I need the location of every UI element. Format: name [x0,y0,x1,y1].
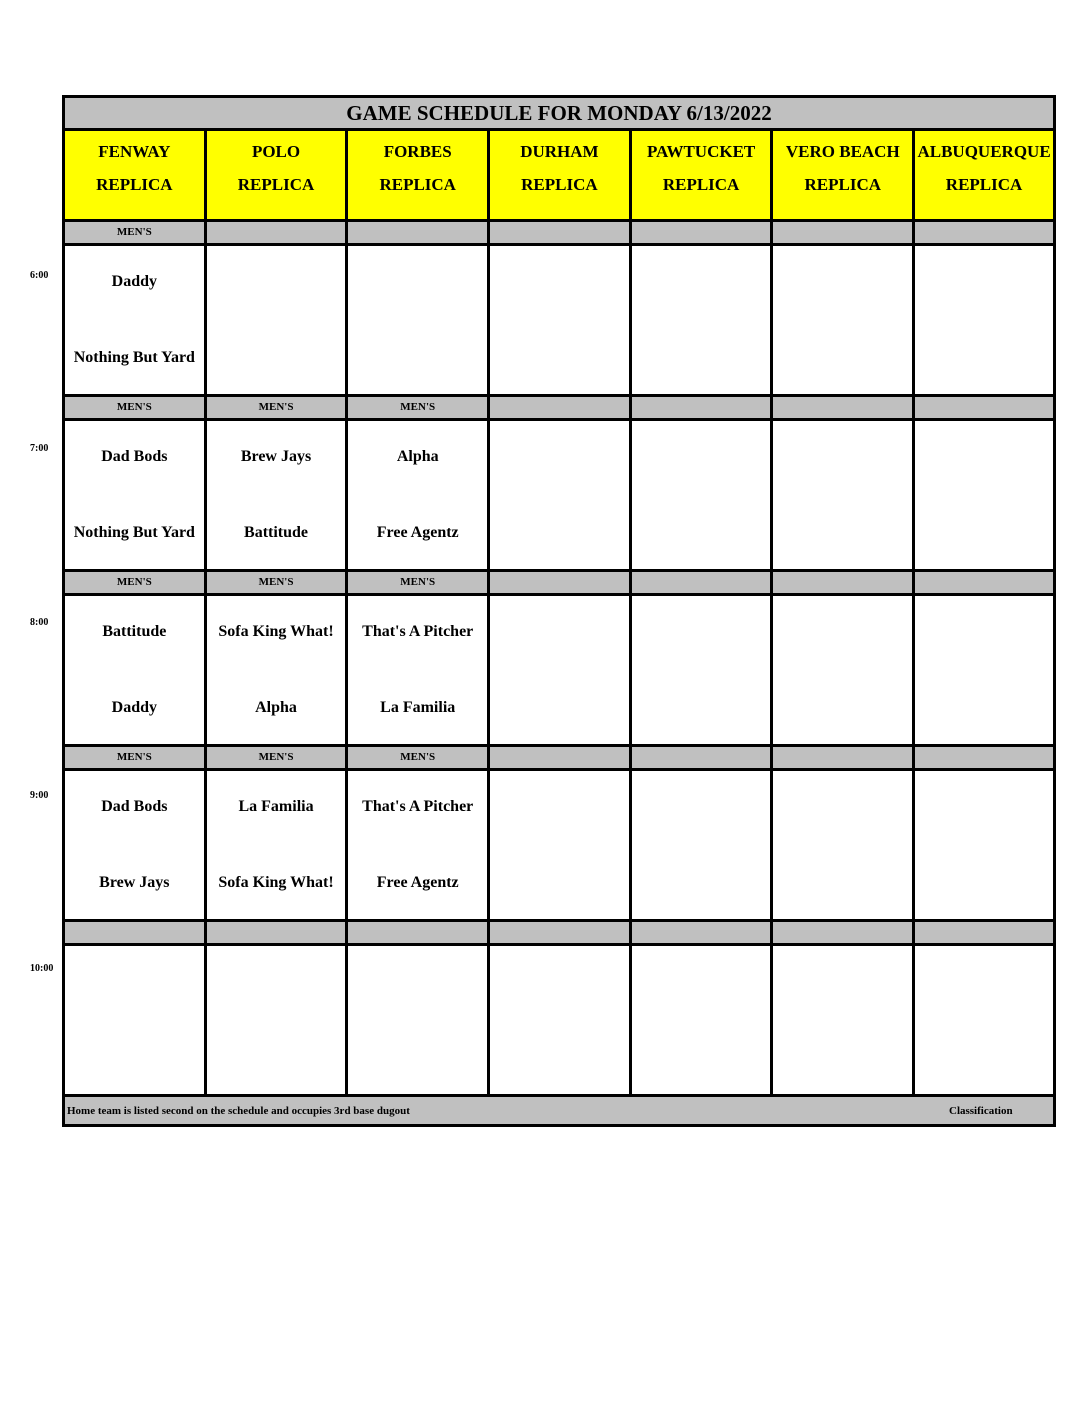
home-team: Free Agentz [376,524,459,541]
division-label: MEN'S [65,222,207,243]
away-team: La Familia [238,798,314,815]
division-label [490,747,632,768]
home-team: Free Agentz [376,874,459,891]
field-name: FORBES [383,142,452,161]
field-header-3 [490,131,632,219]
game-cell [348,596,490,744]
game-cell [632,771,774,919]
game-cell [632,946,774,1094]
game-row [65,596,1053,747]
game-row [65,246,1053,397]
division-label [207,222,349,243]
time-slots [65,222,1053,1097]
division-label [773,572,915,593]
division-label [348,222,490,243]
game-cell [348,246,490,394]
game-cell [65,596,207,744]
game-cell [915,946,1053,1094]
game-row [65,421,1053,572]
field-header-6 [915,131,1053,219]
game-cell [773,246,915,394]
division-label [207,922,349,943]
time-label: 10:00 [30,963,54,974]
game-cell [348,946,490,1094]
division-label-row [65,222,1053,246]
division-label: MEN'S [207,747,349,768]
field-header-0 [65,131,207,219]
division-label [632,747,774,768]
game-cell [207,771,349,919]
game-cell [490,946,632,1094]
division-label [490,922,632,943]
game-cell [207,421,349,569]
division-label: MEN'S [348,572,490,593]
field-subtitle: REPLICA [521,175,598,194]
home-team: Alpha [255,699,297,716]
field-name: DURHAM [520,142,599,161]
away-team: Brew Jays [240,448,312,465]
division-label: MEN'S [207,572,349,593]
division-label [65,922,207,943]
home-team: La Familia [380,699,456,716]
game-cell [773,771,915,919]
division-label [632,222,774,243]
game-cell [915,771,1053,919]
division-label: MEN'S [65,747,207,768]
game-cell [65,421,207,569]
division-label [490,572,632,593]
game-cell [490,421,632,569]
division-label: MEN'S [207,397,349,418]
field-subtitle: REPLICA [804,175,882,194]
field-header-2 [348,131,490,219]
field-header-5 [773,131,915,219]
away-team: Dad Bods [101,798,168,815]
division-label [915,397,1053,418]
division-label: MEN'S [348,397,490,418]
field-header-row [65,131,1053,222]
game-cell [65,246,207,394]
away-team: Alpha [396,448,439,465]
division-label [348,922,490,943]
division-label: MEN'S [65,397,207,418]
division-label [490,397,632,418]
field-subtitle: REPLICA [945,175,1023,194]
game-cell [207,596,349,744]
schedule-table [62,95,1056,1127]
game-cell [632,421,774,569]
division-label-row [65,922,1053,946]
game-cell [348,421,490,569]
home-team: Daddy [111,699,158,716]
game-cell [915,596,1053,744]
field-name: FENWAY [98,142,171,161]
home-team: Sofa King What! [218,874,334,891]
division-label-row [65,747,1053,771]
game-cell [490,246,632,394]
home-team-note: Home team is listed second on the schedule and occupies 3rd base dugout [67,1105,410,1117]
game-cell [207,946,349,1094]
home-team: Nothing But Yard [73,524,195,541]
field-name: POLO [251,142,301,161]
division-label [773,922,915,943]
page-title: GAME SCHEDULE FOR MONDAY 6/13/2022 [65,98,1053,131]
game-cell [773,421,915,569]
division-label [915,747,1053,768]
game-cell [773,946,915,1094]
division-label [915,222,1053,243]
field-name: ALBUQUERQUE [917,142,1051,161]
division-label: MEN'S [348,747,490,768]
home-team: Nothing But Yard [73,349,195,366]
field-subtitle: REPLICA [96,175,173,194]
footer-band [65,1097,1053,1124]
time-label: 7:00 [30,443,49,454]
game-cell [632,596,774,744]
field-subtitle: REPLICA [237,175,315,194]
home-team: Battitude [244,524,309,541]
field-subtitle: REPLICA [662,175,740,194]
game-cell [490,771,632,919]
division-label-row [65,572,1053,596]
game-cell [207,246,349,394]
game-cell [490,596,632,744]
division-label [632,922,774,943]
field-subtitle: REPLICA [379,175,456,194]
field-name: PAWTUCKET [646,142,756,161]
away-team: Dad Bods [101,448,168,465]
division-label [632,397,774,418]
time-label: 8:00 [30,617,49,628]
game-row [65,946,1053,1097]
game-cell [65,771,207,919]
division-label [773,222,915,243]
field-name: VERO BEACH [785,142,900,161]
home-team: Brew Jays [99,874,170,891]
division-label [632,572,774,593]
away-team: Battitude [102,623,167,640]
division-label [915,922,1053,943]
time-label: 6:00 [30,270,49,281]
game-cell [773,596,915,744]
game-cell [915,421,1053,569]
game-cell [65,946,207,1094]
classification-label: Classification [949,1105,1013,1117]
field-header-4 [632,131,774,219]
game-row [65,771,1053,922]
game-cell [915,246,1053,394]
division-label [915,572,1053,593]
away-team: Sofa King What! [218,623,334,640]
time-label: 9:00 [30,790,49,801]
field-header-1 [207,131,349,219]
division-label: MEN'S [65,572,207,593]
division-label [490,222,632,243]
division-label [773,747,915,768]
away-team: Daddy [111,273,158,290]
away-team: That's A Pitcher [362,623,474,640]
away-team: That's A Pitcher [362,798,474,815]
division-label [773,397,915,418]
division-label-row [65,397,1053,421]
game-cell [632,246,774,394]
game-cell [348,771,490,919]
